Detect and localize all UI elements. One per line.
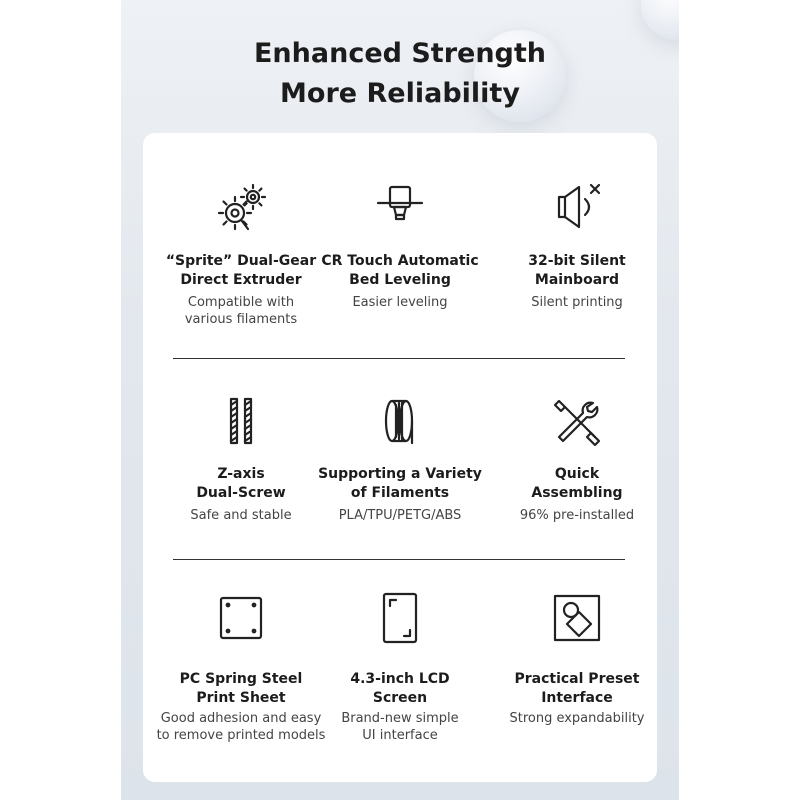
feature-filaments (310, 391, 490, 524)
feature-bed-leveling (310, 177, 490, 311)
tools-icon (547, 391, 607, 451)
feature-dual-gear-extruder (151, 177, 331, 328)
row-divider (173, 358, 625, 359)
feature-silent-mainboard (487, 177, 667, 311)
filament-spool-icon (370, 391, 430, 451)
feature-lcd-screen (310, 588, 490, 744)
feature-title: PC Spring Steel Print Sheet (179, 671, 303, 706)
feature-description: Compatible with various filaments (184, 295, 298, 327)
feature-quick-assembling (487, 391, 667, 524)
feature-title: CR Touch Automatic Bed Leveling (321, 253, 479, 288)
feature-title: 4.3-inch LCD Screen (350, 671, 450, 706)
preset-interface-icon (547, 588, 607, 648)
feature-description: Silent printing (531, 295, 623, 310)
feature-description: Easier leveling (352, 295, 448, 310)
feature-description: Safe and stable (190, 508, 292, 523)
headline-line-1: Enhanced Strength (253, 38, 547, 69)
headline (121, 34, 679, 114)
headline-line-2: More Reliability (280, 78, 520, 109)
feature-print-sheet (151, 588, 331, 744)
print-sheet-icon (211, 588, 271, 648)
feature-description: 96% pre-installed (519, 508, 635, 523)
dual-screw-icon (211, 391, 271, 451)
feature-description: Strong expandability (509, 711, 645, 726)
silent-speaker-icon (547, 177, 607, 237)
lcd-screen-icon (370, 588, 430, 648)
feature-title: Supporting a Variety of Filaments (318, 466, 482, 501)
feature-title: Practical Preset Interface (514, 671, 640, 706)
feature-preset-interface (487, 588, 667, 727)
feature-poster (121, 0, 679, 800)
row-divider (173, 559, 625, 560)
feature-title: “Sprite” Dual-Gear Direct Extruder (165, 253, 317, 288)
bed-leveling-probe-icon (370, 177, 430, 237)
feature-title: 32-bit Silent Mainboard (528, 253, 626, 288)
feature-description: Good adhesion and easy to remove printed models (156, 711, 326, 743)
dual-gear-icon (211, 177, 271, 237)
feature-title: Quick Assembling (531, 466, 623, 501)
feature-title: Z-axis Dual-Screw (196, 466, 286, 501)
feature-dual-screw (151, 391, 331, 524)
feature-description: PLA/TPU/PETG/ABS (338, 508, 462, 523)
features-card (143, 133, 657, 782)
feature-description: Brand-new simple UI interface (341, 711, 459, 743)
